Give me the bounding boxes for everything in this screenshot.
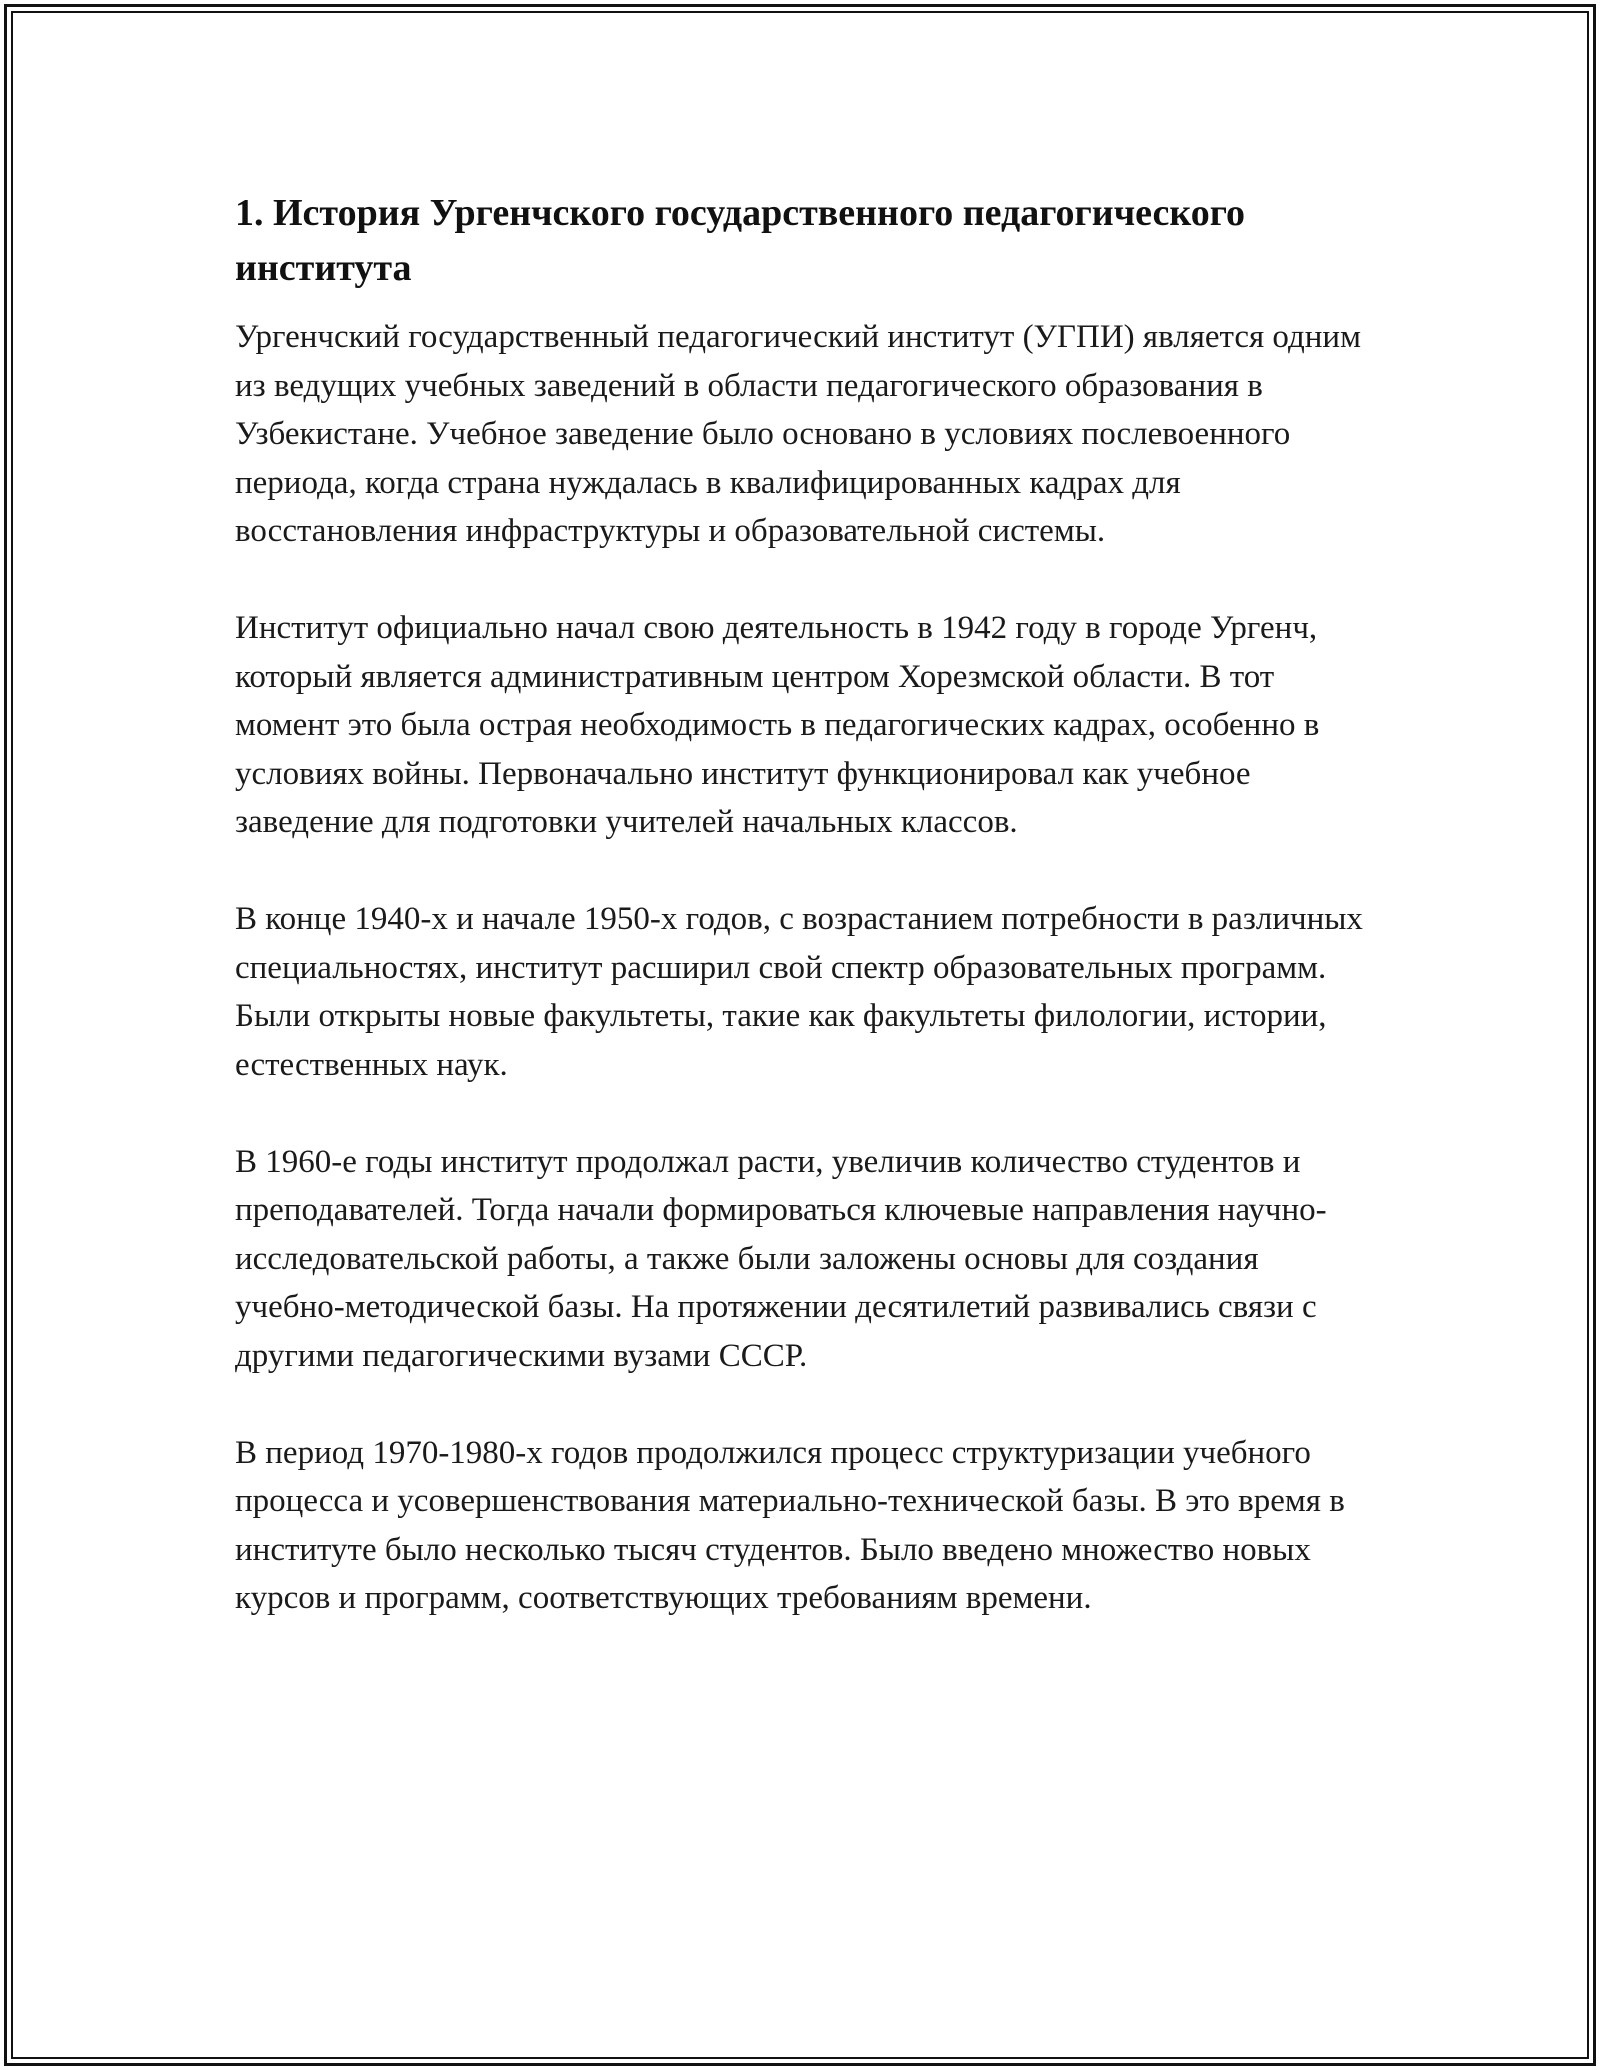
- paragraph-1960s: В 1960-е годы институт продолжал расти, увеличив количество студентов и преподавателей. Тогда начали формироваться ключевые направления научно-исследовательской работы, а также были заложены основы для создания учебно-методической базы. На протяжении десятилетий развивались связи с другими педагогическими вузами СССР.: [235, 1143, 1327, 1374]
- document-body: [235, 186, 1375, 1623]
- paragraph-1970s-1980s: В период 1970-1980-х годов продолжился процесс структуризации учебного процесса и усовершенствования материально-технической базы. В это время в институте было несколько тысяч студентов. Было введено множество новых курсов и программ, соответствующих требованиям времени.: [235, 1434, 1345, 1616]
- paragraph-founding: Институт официально начал свою деятельность в 1942 году в городе Ургенч, который является административным центром Хорезмской области. В тот момент это была острая необходимость в педагогических кадрах, особенно в условиях войны. Первоначально институт функционировал как учебное заведение для подготовки учителей начальных классов.: [235, 610, 1320, 840]
- paragraph-expansion: В конце 1940-х и начале 1950-х годов, с возрастанием потребности в различных специальностях, институт расширил свой спектр образовательных программ. Были открыты новые факультеты, такие как факультеты филологии, истории, естественных наук.: [235, 901, 1363, 1083]
- paragraph-intro: Ургенчский государственный педагогический институт (УГПИ) является одним из ведущих учебных заведений в области педагогического образования в Узбекистане. Учебное заведение было основано в условиях послевоенного периода, когда страна нуждалась в квалифицированных кадрах для восстановления инфраструктуры и образовательной системы.: [235, 319, 1361, 549]
- section-heading: 1. История Ургенчского государственного педагогического института: [235, 192, 1246, 289]
